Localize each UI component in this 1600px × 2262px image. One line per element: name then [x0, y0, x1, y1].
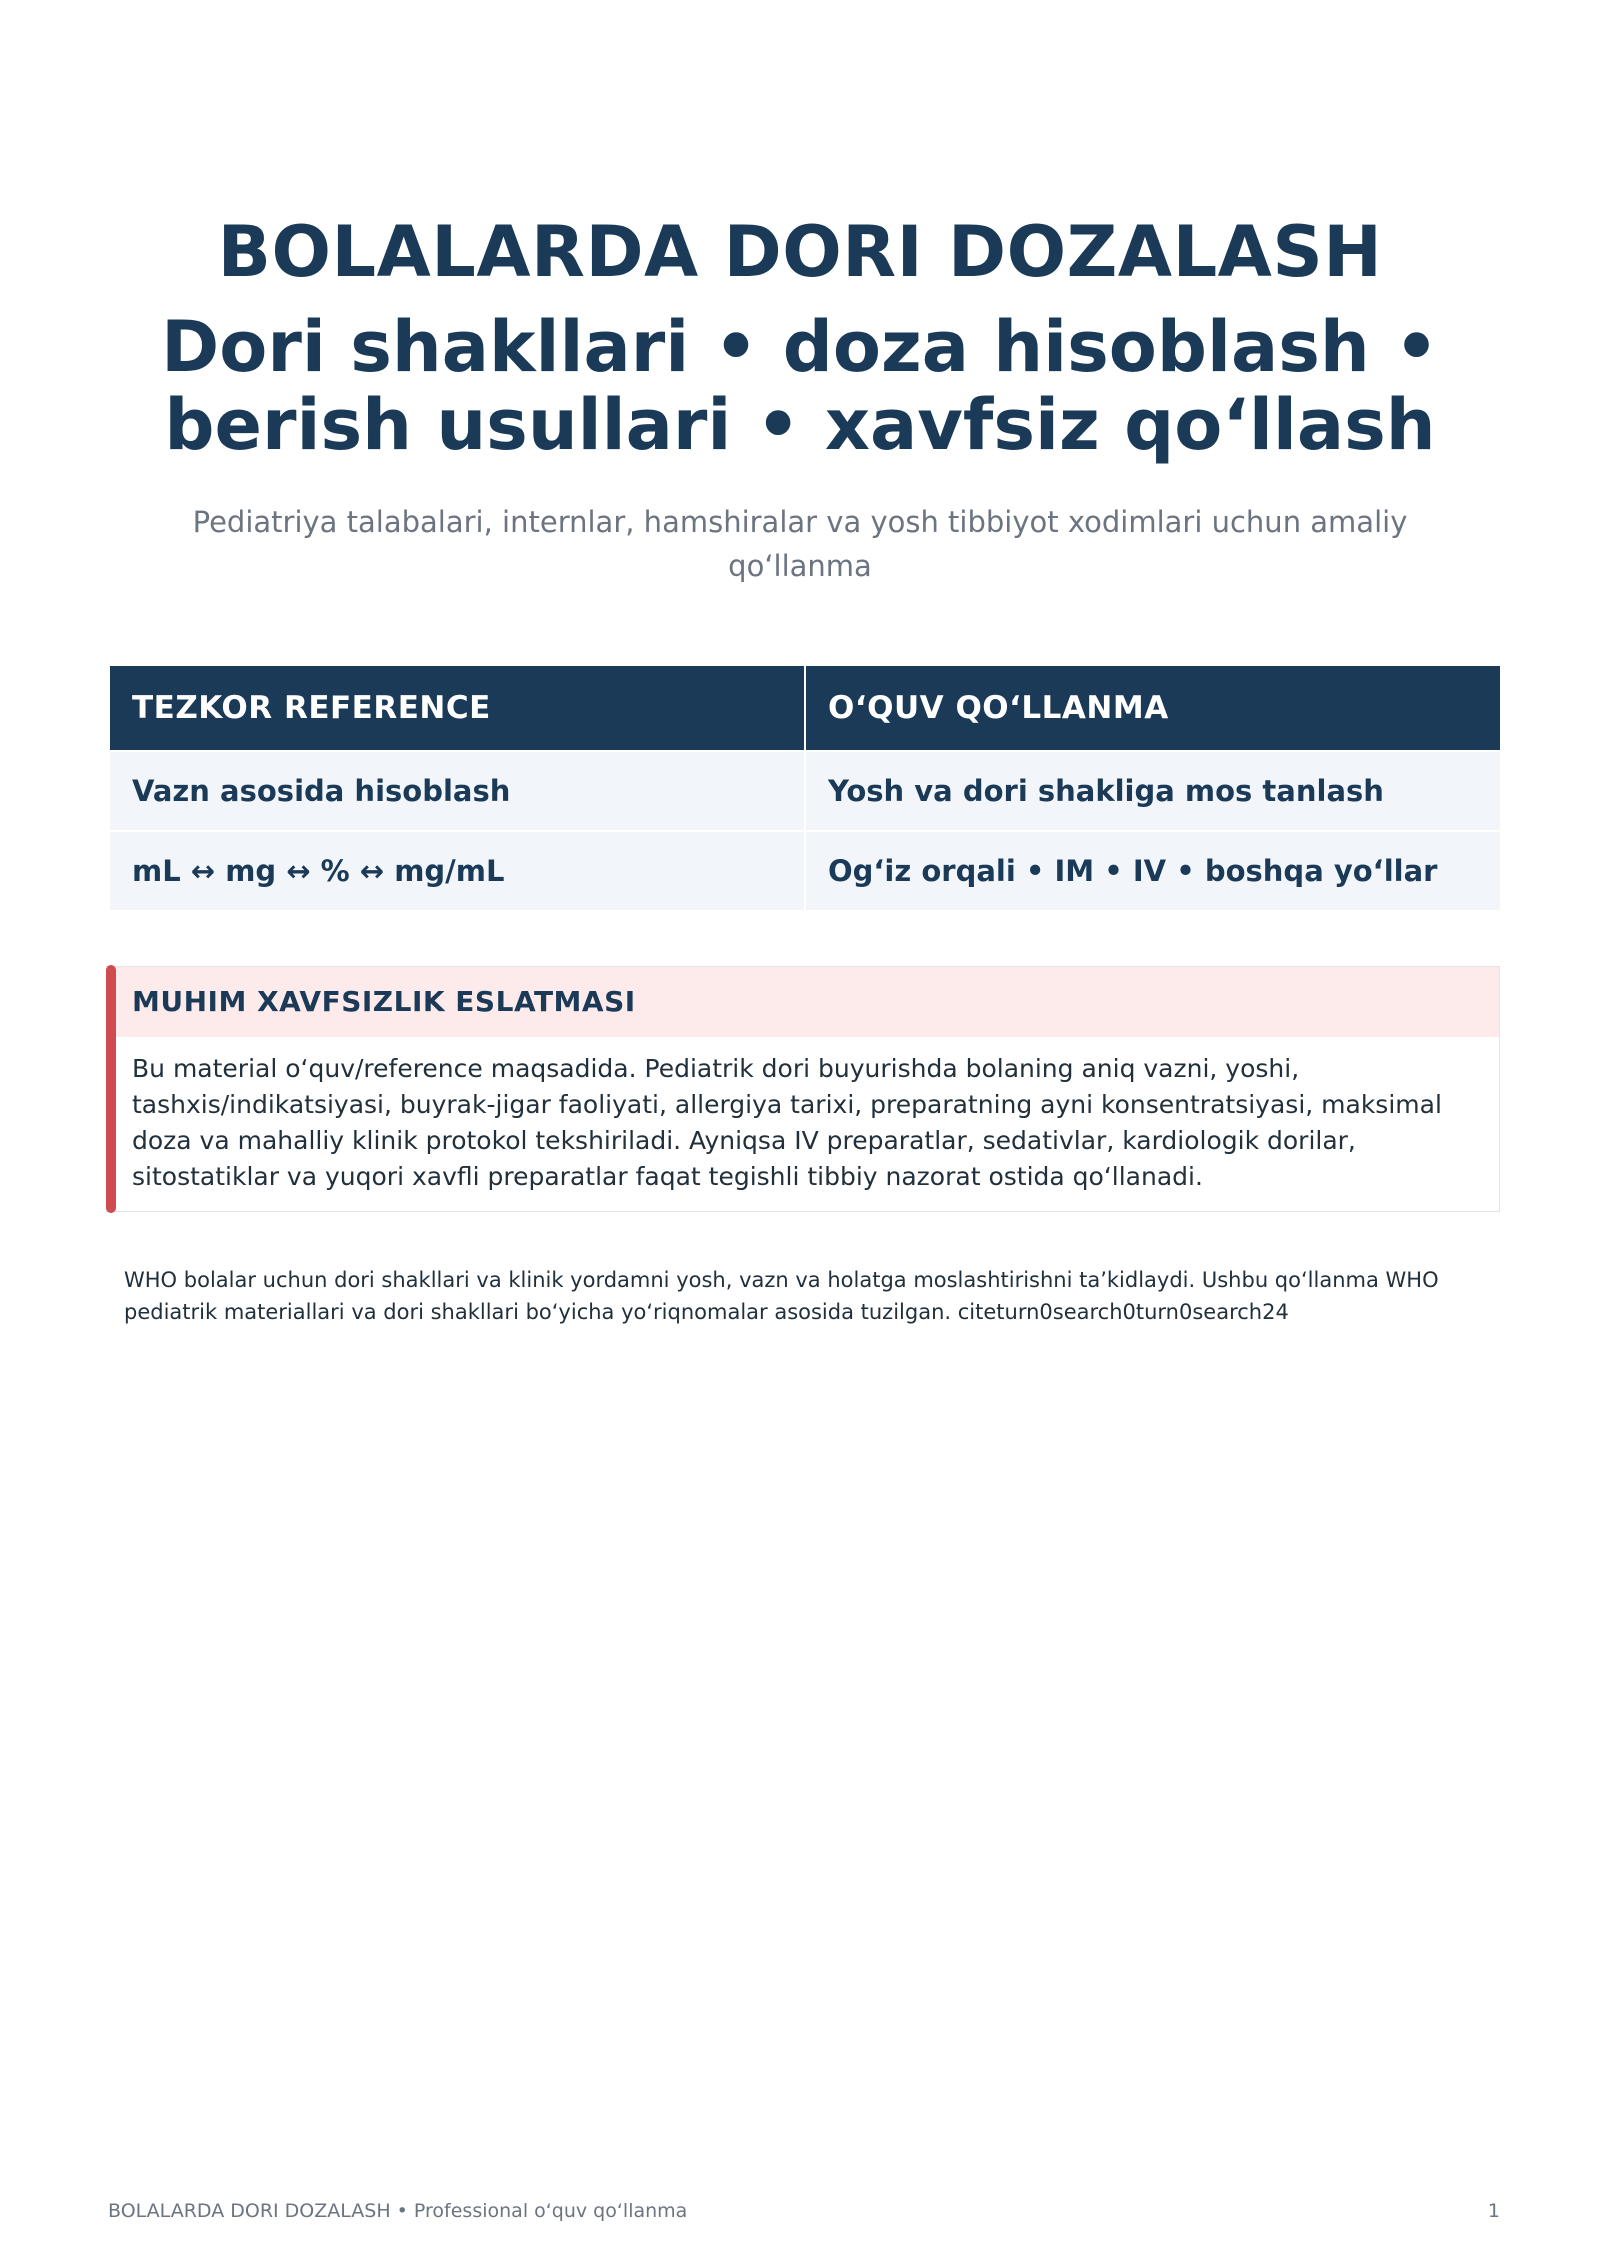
- document-title: BOLALARDA DORI DOZALASH: [217, 211, 1383, 293]
- table-cell: mL ↔ mg ↔ % ↔ mg/mL: [110, 831, 805, 910]
- table-cell: Yosh va dori shakliga mos tanlash: [805, 751, 1500, 831]
- table-row: [110, 831, 1500, 910]
- table-row: [110, 751, 1500, 831]
- alert-accent-bar: [106, 965, 116, 1213]
- table-cell: Og‘iz orqali • IM • IV • boshqa yo‘llar: [805, 831, 1500, 910]
- header-study-guide: O‘QUV QO‘LLANMA: [805, 666, 1500, 751]
- safety-alert-box: [106, 966, 1500, 1212]
- table-cell: Vazn asosida hisoblash: [110, 751, 805, 831]
- source-note: WHO bolalar uchun dori shakllari va klinik yordamni yosh, vazn va holatga moslashtirishni ta’kidlaydi. Ushbu qo‘llanma WHO pediatrik materiallari va dori shakllari bo‘yicha yo‘riqnomalar asosida tuzilgan. citeturn0search0turn0search24: [124, 1268, 1439, 1324]
- header-quick-reference: TEZKOR REFERENCE: [110, 666, 805, 751]
- safety-alert-title: MUHIM XAVFSIZLIK ESLATMASI: [132, 985, 636, 1018]
- reference-table-header-row: [110, 666, 1500, 751]
- safety-alert-body: Bu material o‘quv/reference maqsadida. Pediatrik dori buyurishda bolaning aniq vazni, yoshi, tashxis/indikatsiyasi, buyrak-jigar faoliyati, allergiya tarixi, preparatning ayni konsentratsiyasi, maksimal doza va mahalliy klinik protokol tekshiriladi. Ayniqsa IV preparatlar, sedativlar, kardiologik dorilar, sitostatiklar va yuqori xavfli preparatlar faqat tegishli tibbiy nazorat ostida qo‘llanadi.: [132, 1054, 1442, 1191]
- document-tagline: Pediatriya talabalari, internlar, hamshiralar va yosh tibbiyot xodimlari uchun amaliy qo‘llanma: [192, 505, 1408, 583]
- page-number: 1: [1487, 2200, 1500, 2222]
- reference-table: [110, 666, 1500, 910]
- document-subtitle: Dori shakllari • doza hisoblash • berish usullari • xavfsiz qo‘llash: [161, 306, 1439, 466]
- footer-running-title: BOLALARDA DORI DOZALASH • Professional o‘quv qo‘llanma: [108, 2200, 688, 2222]
